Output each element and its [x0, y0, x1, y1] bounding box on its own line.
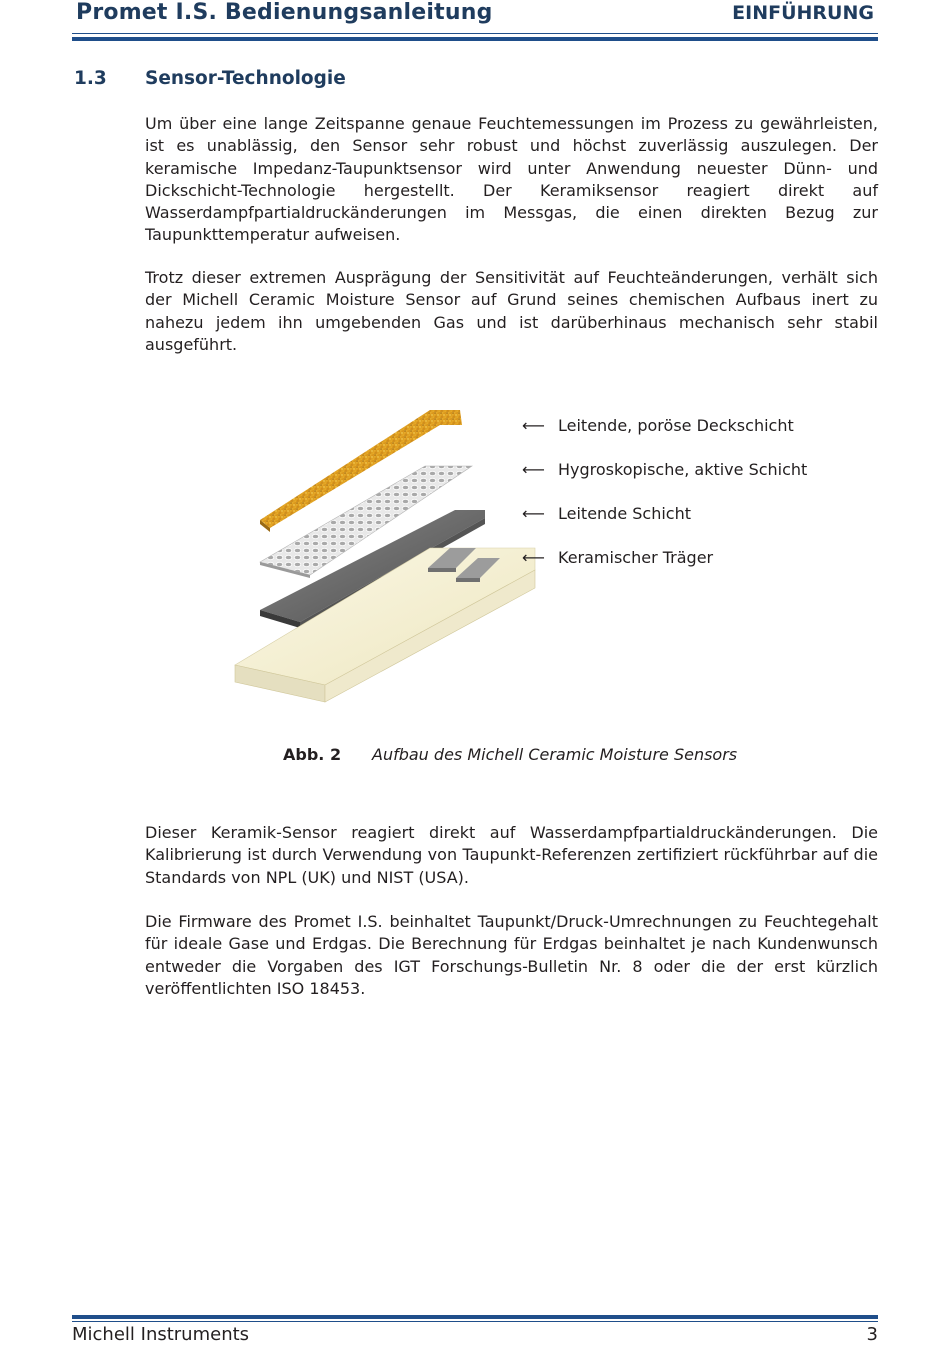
label-porous-top-layer — [522, 416, 794, 435]
section-title: Sensor-Technologie — [145, 68, 346, 89]
page-number: 3 — [866, 1324, 878, 1345]
label-hygroscopic-layer — [522, 460, 807, 479]
left-arrow-icon: ⟵ — [522, 460, 545, 479]
left-arrow-icon: ⟵ — [522, 504, 545, 523]
header-rule-thin — [72, 33, 878, 34]
paragraph-calibration: Dieser Keramik-Sensor reagiert direkt auf Wasserdampfpartialdruckänderungen. Die Kalibrierung ist durch Verwendung von Taupunkt-Referenzen zertifiziert rückführbar auf die Standards von NPL (UK) und NIST (USA). — [145, 823, 878, 887]
footer-rule-thick — [72, 1315, 878, 1319]
label-conductive-layer — [522, 504, 691, 523]
header-rule-thick — [72, 37, 878, 41]
label-text: Keramischer Träger — [558, 548, 714, 567]
left-arrow-icon: ⟵ — [522, 416, 545, 435]
section-number: 1.3 — [74, 68, 107, 89]
footer-rule-thin — [72, 1321, 878, 1322]
label-ceramic-carrier — [522, 548, 713, 567]
chapter-name: EINFÜHRUNG — [732, 2, 874, 24]
figure-caption-text: Aufbau des Michell Ceramic Moisture Sensors — [372, 745, 738, 764]
paragraph-intro: Um über eine lange Zeitspanne genaue Feuchtemessungen im Prozess zu gewährleisten, ist es unablässig, den Sensor sehr robust und höchst zuverlässig auszulegen. Der keramische Impedanz-Taupunktsensor wird unter Anwendung neuester Dünn- und Dickschicht-Technologie hergestellt. Der Keramiksensor reagiert direkt auf Wasserdampfpartialdruckänderungen im Messgas, die einen direkten Bezug zur Taupunkttemperatur aufweisen. — [145, 114, 878, 245]
label-text: Leitende, poröse Deckschicht — [558, 416, 794, 435]
paragraph-sensitivity: Trotz dieser extremen Ausprägung der Sensitivität auf Feuchteänderungen, verhält sich der Michell Ceramic Moisture Sensor auf Grund seines chemischen Aufbaus inert zu nahezu jedem ihn umgebenden Gas und ist darüberhinaus mechanisch sehr stabil ausgeführt. — [145, 268, 878, 354]
figure-caption-number: Abb. 2 — [283, 745, 342, 764]
document-title: Promet I.S. Bedienungsanleitung — [76, 0, 493, 25]
label-text: Leitende Schicht — [558, 504, 692, 523]
label-text: Hygroskopische, aktive Schicht — [558, 460, 808, 479]
footer-company: Michell Instruments — [72, 1324, 250, 1345]
paragraph-firmware: Die Firmware des Promet I.S. beinhaltet Taupunkt/Druck-Umrechnungen zu Feuchtegehalt für ideale Gase und Erdgas. Die Berechnung für Erdgas beinhaltet je nach Kundenwunsch entweder die Vorgaben des IGT Forschungs-Bulletin Nr. 8 oder die der erst kürzlich veröffentlichten ISO 18453. — [145, 912, 878, 998]
left-arrow-icon: ⟵ — [522, 548, 545, 567]
